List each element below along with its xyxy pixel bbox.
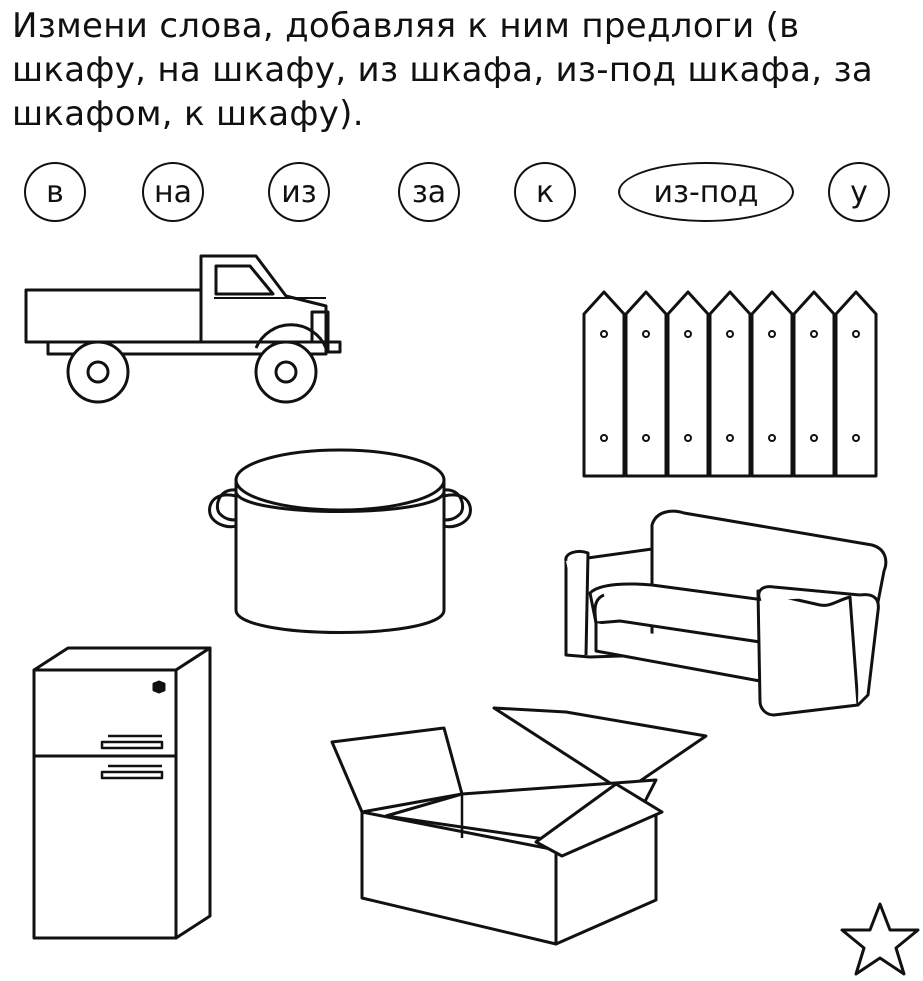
preposition-u[interactable]: у — [828, 162, 890, 222]
truck-picture — [18, 248, 348, 418]
pot-picture — [200, 440, 480, 640]
star-icon — [840, 900, 920, 978]
preposition-za[interactable]: за — [398, 162, 460, 222]
box-picture — [326, 700, 726, 950]
preposition-iz-pod[interactable]: из-под — [618, 162, 794, 222]
preposition-k[interactable]: к — [514, 162, 576, 222]
preposition-na[interactable]: на — [142, 162, 204, 222]
preposition-row — [0, 162, 923, 232]
sofa-picture — [560, 505, 890, 715]
task-instruction: Измени слова, добавляя к ним предлоги (в шкафу, на шкафу, из шкафа, из-под шкафа, за шкафом, к шкафу). — [12, 6, 874, 134]
cabinet-picture — [28, 644, 218, 944]
preposition-iz[interactable]: из — [268, 162, 330, 222]
fence-picture — [580, 290, 880, 482]
preposition-v[interactable]: в — [24, 162, 86, 222]
